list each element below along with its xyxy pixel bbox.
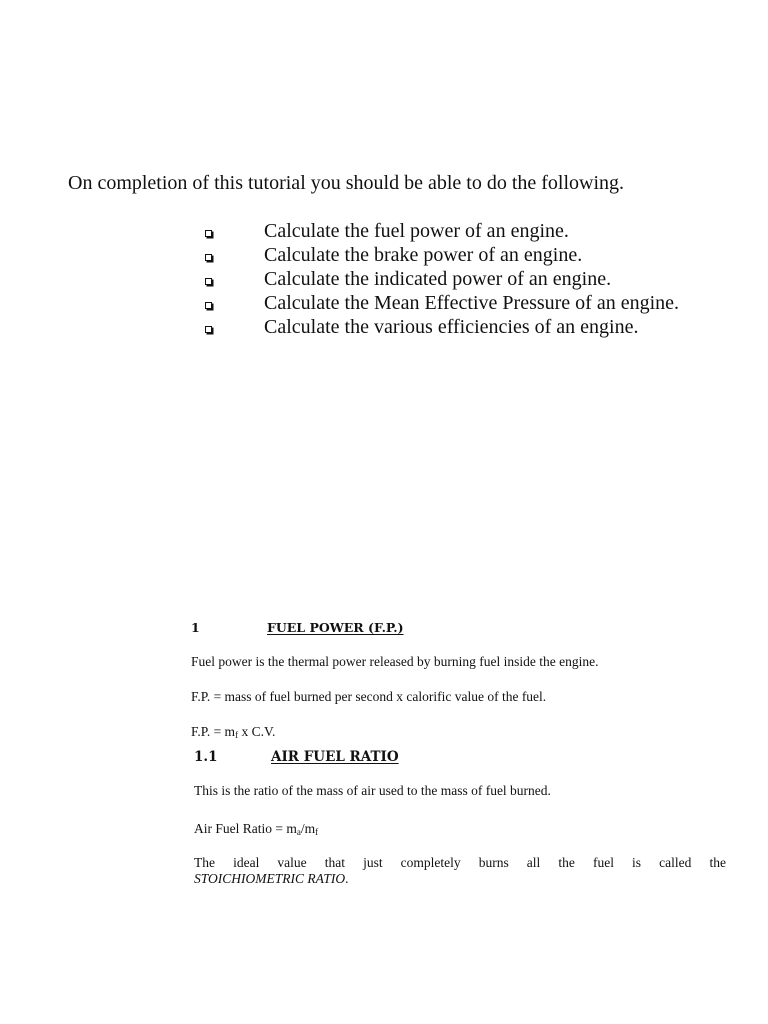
fuel-power-formula-words: F.P. = mass of fuel burned per second x calorific value of the fuel. xyxy=(191,689,547,704)
word: burns xyxy=(478,855,509,870)
ratio-mid: /m xyxy=(300,821,316,836)
section-heading-fuel-power xyxy=(191,620,404,635)
stoichiometric-paragraph xyxy=(194,855,726,887)
formula-suffix: x C.V. xyxy=(238,724,276,739)
word: that xyxy=(324,855,345,870)
formula-subscript: f xyxy=(235,730,239,740)
objectives-list xyxy=(205,219,679,339)
objective-text: Calculate the brake power of an engine. xyxy=(264,244,583,266)
intro-text: On completion of this tutorial you should be able to do the following. xyxy=(68,172,625,194)
word: fuel xyxy=(592,855,614,870)
word: value xyxy=(277,855,307,870)
word: completely xyxy=(400,855,461,870)
stoichiometric-term: STOICHIOMETRIC RATIO xyxy=(194,871,346,886)
section-number: 1 xyxy=(191,620,200,635)
word: ideal xyxy=(233,855,260,870)
checkbox-bullet-icon xyxy=(205,230,212,237)
justified-line xyxy=(194,855,726,871)
ratio-prefix: Air Fuel Ratio = m xyxy=(194,821,297,836)
checkbox-bullet-icon xyxy=(205,278,212,285)
word: just xyxy=(363,855,383,870)
checkbox-bullet-icon xyxy=(205,302,212,309)
section-number: 1.1 xyxy=(194,749,218,765)
objective-item xyxy=(205,315,679,339)
objective-item xyxy=(205,291,679,315)
word: the xyxy=(709,855,726,870)
air-fuel-ratio-formula xyxy=(194,821,318,837)
objective-text: Calculate the indicated power of an engine. xyxy=(264,268,612,290)
checkbox-bullet-icon xyxy=(205,254,212,261)
section-heading-air-fuel-ratio xyxy=(194,749,399,765)
word: The xyxy=(194,855,215,870)
fuel-power-formula xyxy=(191,724,275,740)
objective-item xyxy=(205,219,679,243)
word: all xyxy=(526,855,541,870)
section-title: FUEL POWER (F.P.) xyxy=(267,620,404,635)
word: is xyxy=(632,855,642,870)
objective-text: Calculate the fuel power of an engine. xyxy=(264,220,569,242)
objective-item xyxy=(205,267,679,291)
checkbox-bullet-icon xyxy=(205,326,212,333)
word: called xyxy=(659,855,692,870)
ratio-subscript-f: f xyxy=(315,827,319,837)
objective-text: Calculate the Mean Effective Pressure of an engine. xyxy=(264,292,680,314)
stoichiometric-term-line xyxy=(194,871,726,887)
ratio-subscript-a: a xyxy=(296,827,301,837)
sentence-end: . xyxy=(345,871,349,886)
section-title: AIR FUEL RATIO xyxy=(271,749,399,765)
objective-item xyxy=(205,243,679,267)
word: the xyxy=(558,855,575,870)
formula-prefix: F.P. = m xyxy=(191,724,236,739)
air-fuel-ratio-definition: This is the ratio of the mass of air used to the mass of fuel burned. xyxy=(194,783,551,798)
fuel-power-definition: Fuel power is the thermal power released by burning fuel inside the engine. xyxy=(191,654,599,669)
objective-text: Calculate the various efficiencies of an engine. xyxy=(264,316,639,338)
